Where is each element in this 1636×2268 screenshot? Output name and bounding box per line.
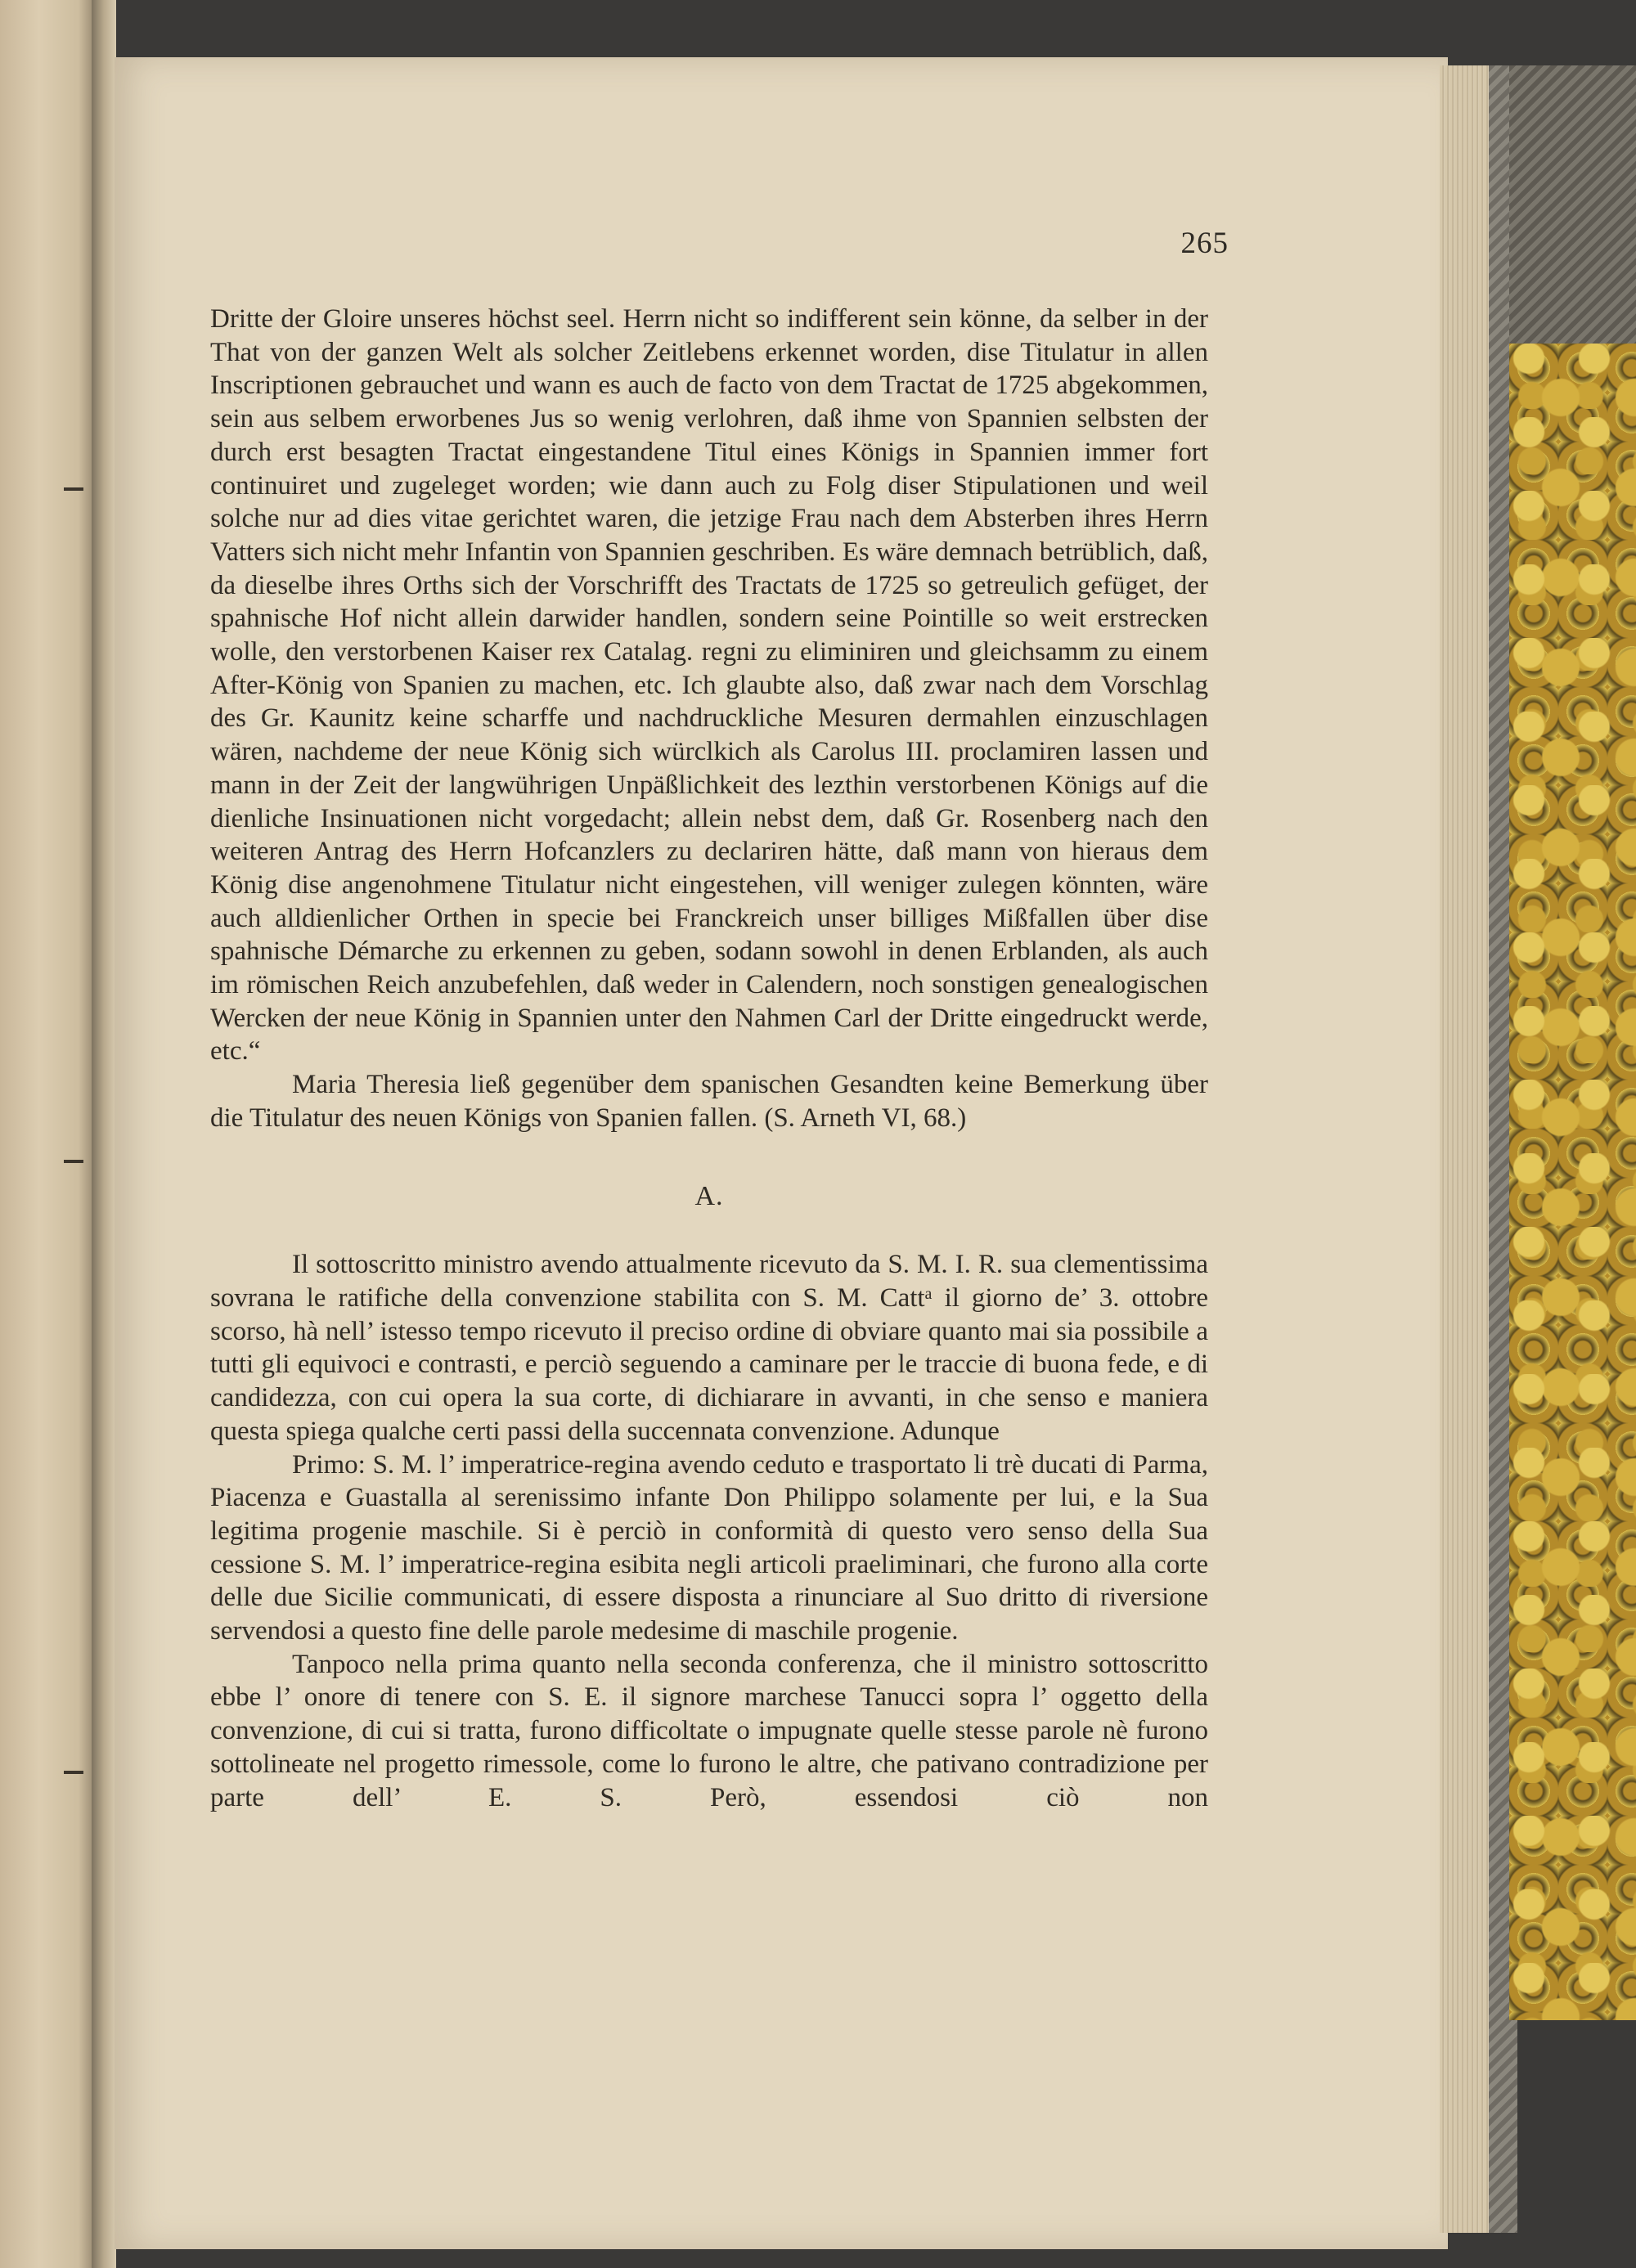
page-stack-edge [1440,65,1489,2233]
page-mark [64,1160,83,1163]
paragraph: Il sottoscritto ministro avendo attualmente ricevuto da S. M. I. R. sua clementissima sovrana le ratifiche della convenzione stabilita con S. M. Cattᵃ il giorno de’ 3. ottobre scorso, hà nell’ istesso tempo ricevuto il preciso ordine di obviare quanto mai sia possibile a tutti gli equivoci e contrasti, e perciò seguendo a caminare per le traccie di buona fede, e di candidezza, con cui opera la sua corte, di dichiarare in avvanti, in che senso e maniera questa spiega qualche certi passi della succennata convenzione. Adunque [210,1250,1208,1446]
book-gutter [92,0,116,2268]
paragraph: Maria Theresia ließ gegenüber dem spanischen Gesandten keine Bemerkung über die Titulatur des neuen Königs von Spanien fallen. (S. Arneth VI, 68.) [210,1070,1208,1133]
cover-board [1509,65,1636,344]
paragraph: Dritte der Gloire unseres höchst seel. Herrn nicht so indifferent sein könne, da selber in der That von der ganzen Welt als solcher Zeitlebens erkennet worden, dise Titulatur in allen Inscriptionen gebrauchet und wann es auch de facto von dem Tractat de 1725 abgekommen, sein aus selbem erworbenes Jus so wenig verlohren, daß ihme von Spannien selbsten der durch erst besagten Tractat eingestandene Titul eines Königs in Spannien immer fort continuiret und zugeleget worden; wie dann auch zu Folg diser Stipulationen und weil solche nur ad dies vitae gerichtet waren, die jetzige Frau nach dem Absterben ihres Herrn Vatters sich nicht mehr Infantin von Spannien geschriben. Es wäre demnach betrüblich, daß, da dieselbe ihres Orths sich der Vorschrifft des Tractats de 1725 so getreulich gefüget, der spahnische Hof nicht allein darwider handlen, sondern seine Pointille so weit erstrecken wolle, den verstorbenen Kaiser rex Catalag. regni zu eliminiren und gleichsamm zu einem After-König von Spanien zu machen, etc. Ich glaubte also, daß zwar nach dem Vorschlag des Gr. Kaunitz keine scharffe und nachdruckliche Mesuren dermahlen einzuschlagen wären, nachdeme der neue König sich würclkich als Carolus III. proclamiren lassen und mann in der Zeit der langwührigen Unpäßlichkeit des lezthin verstorbenen Königs auf die dienliche Insinuationen nicht vorgedacht; allein nebst dem, daß Gr. Rosenberg nach den weiteren Antrag des Herrn Hofcanzlers zu declariren hätte, daß mann von hieraus dem König dise angenohmene Titulatur nicht eingestehen, vill weniger zulegen könnten, wäre auch alldienlicher Orthen in specie bei Franckreich unser billiges Mißfallen über dise spahnische Démarche zu erkennen zu geben, sodann sowohl in denen Erblanden, als auch im römischen Reich anzubefehlen, daß weder in Calendern, noch sonstigen genealogischen Wercken der neue König in Spannien unter den Nahmen Carl der Dritte eingedruckt werde, etc.“ [210,304,1208,1067]
paragraph: Tanpoco nella prima quanto nella seconda conferenza, che il ministro sottoscritto ebbe l’ onore di tenere con S. E. il signore marchese Tanucci sopra l’ oggetto della convenzione, di cui si tratta, furono difficoltate o impugnate quelle stesse parole nè furono sottolineate nel progetto rimessole, come lo furono le altre, che pativano contradizione per parte dell’ E. S. Però, essendosi ciò non [210,1649,1208,1812]
page-mark [64,487,83,491]
page-text [210,303,1208,1814]
page-mark [64,1771,83,1774]
left-page-edge [0,0,98,2268]
page-number: 265 [1180,227,1229,260]
section-heading: A. [694,1180,724,1211]
paragraph: Primo: S. M. l’ imperatrice-regina avendo ceduto e trasportato li trè ducati di Parma, Piacenza e Guastalla al serenissimo infante Don Philippo solamente per lui, e la Sua legitima progenie maschile. Si è perciò in conformità di questo vero senso della Sua cessione S. M. l’ imperatrice-regina esibita negli articoli praeliminari, che furono alla corte delle due Sicilie communicati, di essere disposta a rinunciare al Suo dritto di riversione servendosi a questo fine delle parole medesime di maschile progenie. [210,1449,1208,1646]
marbled-endpaper [1509,344,1636,2020]
